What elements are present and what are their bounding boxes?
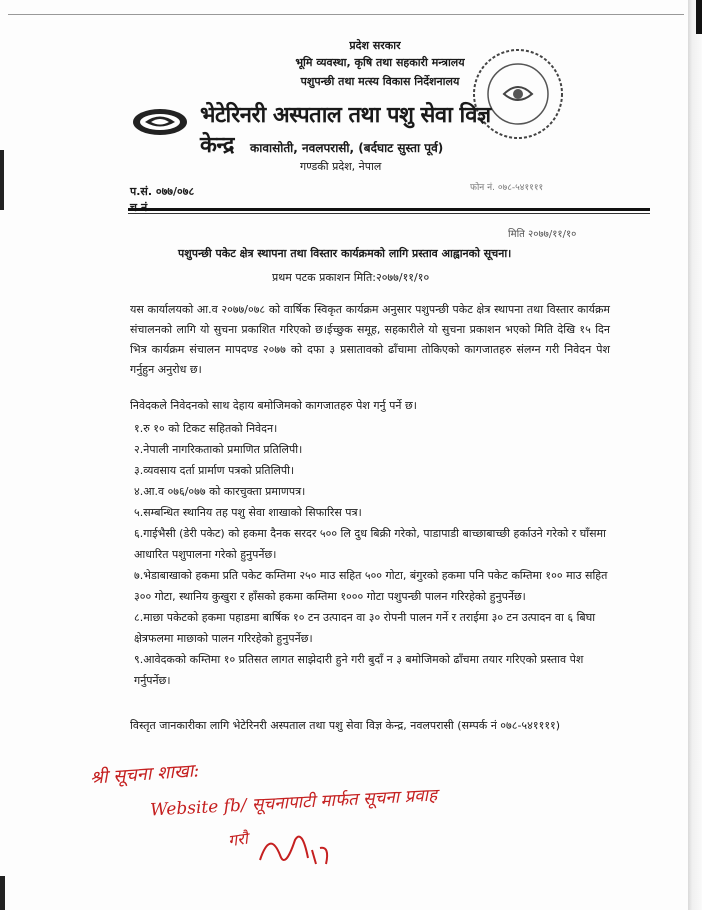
list-item: १.रु १० को टिकट सहितको निवेदन।: [134, 422, 278, 435]
page-edge: [688, 0, 702, 910]
requirements-list: [134, 418, 612, 691]
office-phone: फोन नं. ०७८-५४११११: [470, 183, 544, 193]
list-item: ९.आवेदकको कम्तिमा १० प्रतिसत लागत साझेदारी हुने गरी बुदाँ न ३ बमोजिमको ढाँचमा तयार गरिएको प्रस्ताव पेश गर्नुपर्नेछ।: [134, 653, 584, 687]
binding-mark: [0, 150, 4, 210]
handwritten-note-2: Website fb/ सूचनापाटी मार्फत सूचना प्रवाह: [149, 785, 438, 821]
notice-date: मिति २०७७/११/१०: [508, 229, 577, 240]
header-line-1: प्रदेश सरकार: [349, 39, 401, 52]
list-item: २.नेपाली नागरिकताको प्रमाणित प्रतिलिपी।: [134, 443, 303, 456]
nepal-emblem-icon: [131, 107, 189, 137]
handwritten-note-3: गरौ: [226, 828, 249, 851]
publish-date: प्रथम पटक प्रकाशन मिति:२०७७/११/१०: [272, 271, 430, 284]
header-rule-thin: [128, 213, 650, 214]
list-item: ८.माछा पकेटको हकमा पहाडमा बार्षिक १० टन उत्पादन वा ३० रोपनी पालन गर्ने र तराईमा ३० टन उत्पादन वा ६ बिघा क्षेत्रफलमा माछाको पालन गरिरहेको हुनुपर्नेछ।: [134, 611, 596, 645]
top-rule: [8, 14, 684, 15]
list-item: ३.व्यवसाय दर्ता प्रार्माण पत्रको प्रतिलिपी।: [134, 464, 295, 477]
list-item: ५.सम्बन्धित स्थानिय तह पशु सेवा शाखाको सिफारिस पत्र।: [134, 506, 362, 519]
notice-paragraph: यस कार्यालयको आ.व २०७७/०७८ को वार्षिक स्विकृत कार्यक्रम अनुसार पशुपन्छी पकेट क्षेत्र स्थापना तथा विस्तार कार्यक्रम संचालनको लागि यो सुचना प्रकाशित गरिएको छ।ईच्छुक समूह, सहकारीले यो सुचना प्रकाशन भएको मिति देखि १५ दिन भित्र कार्यक्रम संचालन मापदण्ड २०७७ को दफा ३ प्रसातावको ढाँचामा तोकिएको कागजातहरु संलग्न गरी निवेदन पेश गर्नुहुन अनुरोध छ।: [130, 303, 610, 376]
edge-mark: [696, 0, 702, 34]
list-item: ७.भेडाबाखाको हकमा प्रति पकेट कम्तिमा २५० माउ सहित ५०० गोटा, बंगुरको हकमा पनि पकेट कम्तिमा १०० माउ सहित ३०० गोटा, स्थानिय कुखुरा र हाँसको हकमा कम्तिमा १००० गोटा पशुपन्छी पालन गरिरहेको हुनुपर्नेछ।: [134, 569, 608, 603]
dispatch-number: च.नं.: [130, 201, 152, 214]
header-ministry: भूमि व्यवस्था, कृषि तथा सहकारी मन्त्रालय: [295, 56, 465, 69]
binding-mark-bottom: [0, 876, 5, 910]
signature-icon: [230, 820, 350, 880]
office-address: कावासोती, नवलपरासी, (बर्दघाट सुस्ता पूर्व): [250, 141, 444, 155]
header-directorate: पशुपन्छी तथा मत्स्य विकास निर्देशनालय: [300, 75, 460, 88]
list-item: ६.गाईभैसी (डेरी पकेट) को हकमा दैनक सरदर ५०० लि दुध बिक्री गरेको, पाडापाडी बाच्छाबाच्छी हर्काउने गरेको र घाँसमा आधारित पशुपालना गरेको हुनुपर्नेछ।: [134, 527, 606, 561]
header-rule: [128, 208, 650, 211]
notice-title: पशुपन्छी पकेट क्षेत्र स्थापना तथा विस्तार कार्यक्रमको लागि प्रस्ताव आह्वानको सूचना।: [178, 247, 512, 260]
contact-footer: विस्तृत जानकारीका लागि भेटेरिनरी अस्पताल तथा पशु सेवा विज्ञ केन्द्र, नवलपरासी (सम्पर्क नं ०७८-५४११११): [130, 719, 561, 732]
letter-reference: प.सं. ०७७/०७८: [130, 185, 195, 198]
office-name: भेटेरिनरी अस्पताल तथा पशु सेवा विज्ञ केन्द्र: [200, 103, 491, 158]
list-item: ४.आ.व ०७६/०७७ को कारचुक्ता प्रमाणपत्र।: [134, 485, 306, 498]
handwritten-note-1: श्री सूचना शाखा:: [89, 760, 201, 789]
office-province: गण्डकी प्रदेश, नेपाल: [300, 160, 382, 173]
requirements-intro: निवेदकले निवेदनको साथ देहाय बमोजिमको कागजातहरु पेश गर्नु पर्ने छ।: [130, 399, 417, 412]
